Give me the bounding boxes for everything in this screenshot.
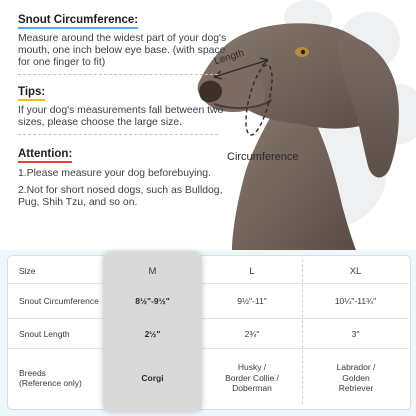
cell-l-length: 2¾" [244,328,260,339]
attention-section [18,144,233,209]
cell-xl-breeds: Labrador / Golden Retriever [336,362,376,394]
header-l: L [249,265,255,277]
tips-text: If your dog's measurements fall between two sizes, please choose the large size. [18,105,224,129]
length-label: Length [213,47,246,68]
row-label-snout-length: Snout Length [19,328,70,339]
header-size: Size [19,266,36,276]
cell-l-breeds: Husky / Border Collie / Doberman [225,362,279,394]
cell-xl-circumference: 10¼"-11¾" [334,296,377,306]
tips-heading: Tips: [18,86,46,98]
cell-m-breeds: Corgi [141,373,164,383]
cell-l-circumference: 9½"-11" [237,296,267,306]
attention-item-2: 2.Not for short nosed dogs, such as Bulldog, Pug, Shih Tzu, and so on. [18,185,223,209]
attention-heading: Attention: [18,148,73,160]
row-label-breeds: Breeds (Reference only) [19,367,82,388]
attention-item-1: 1.Please measure your dog beforebuying. [18,168,211,179]
tips-section [18,82,233,135]
cell-xl-length: 3" [351,328,360,339]
header-xl: XL [349,265,362,277]
row-label-snout-circumference: Snout Circumference [19,295,99,306]
snout-section [18,10,233,75]
divider [18,74,218,75]
snout-heading: Snout Circumference: [18,14,139,26]
header-m: M [148,265,157,277]
divider [18,134,218,135]
cell-m-length: 2½" [144,328,161,339]
snout-text: Measure around the widest part of your dog's mouth, one inch below eye base. (with space for one finger to fit) [18,33,227,69]
circumference-label: Circumference [227,151,299,163]
cell-m-circumference: 8½"-9½" [135,296,170,306]
